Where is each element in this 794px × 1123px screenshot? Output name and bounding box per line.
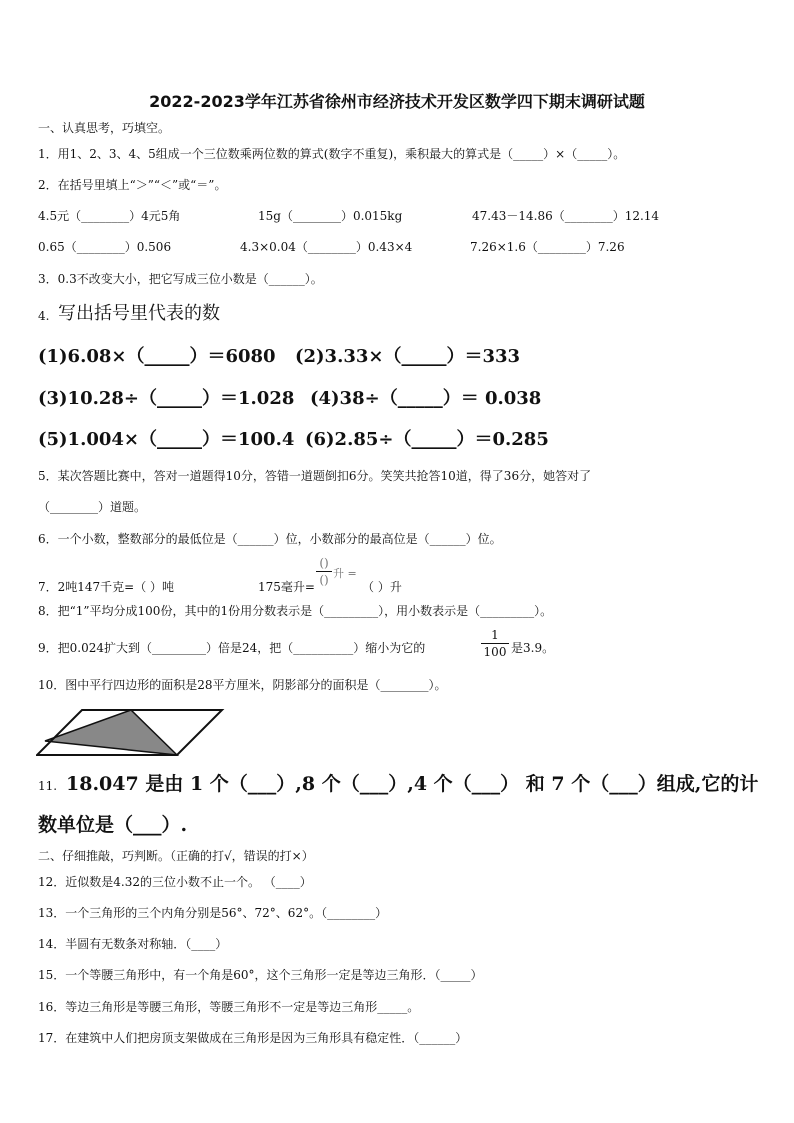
question-7-part-b: 175毫升= <box>258 580 315 594</box>
question-9-fraction <box>481 628 509 659</box>
question-2-item: 15g（________）0.015kg <box>258 209 403 223</box>
question-8: 8．把“1”平均分成100份，其中的1份用分数表示是（_________），用小数表示是（_________）。 <box>38 604 553 618</box>
question-4-item: (1)6.08×（_____）＝6080 <box>38 346 276 367</box>
question-4-number: 4. <box>38 309 50 323</box>
question-10: 10．图中平行四边形的面积是28平方厘米，阴影部分的面积是（________）。 <box>38 678 447 692</box>
question-13: 13．一个三角形的三个内角分别是56°、72°、62°。（________） <box>38 906 388 920</box>
question-9-part-b: 是3.9。 <box>511 641 555 655</box>
section-2-heading: 二、仔细推敲，巧判断。（正确的打√，错误的打×） <box>38 849 314 863</box>
fraction-bar <box>481 643 509 644</box>
question-2-item: 0.65（________）0.506 <box>38 240 172 254</box>
section-1-heading: 一、认真思考，巧填空。 <box>38 121 171 135</box>
parallelogram-figure <box>36 705 226 757</box>
question-4-item: (4)38÷（_____）＝ 0.038 <box>310 388 542 409</box>
question-4-item: (5)1.004×（_____）＝100.4 <box>38 429 295 450</box>
question-11-line-2: 数单位是（___）. <box>38 814 188 836</box>
question-1: 1．用1、2、3、4、5组成一个三位数乘两位数的算式(数字不重复)，乘积最大的算式是（_____）×（_____）。 <box>38 147 626 161</box>
question-11-line-1: 18.047 是由 1 个（___）,8 个（___）,4 个（___） 和 7 个（___）组成,它的计 <box>66 773 759 795</box>
question-2-item: 7.26×1.6（________）7.26 <box>470 240 625 254</box>
question-7-part-a: 7．2吨147千克=（ ）吨 <box>38 580 175 594</box>
question-15: 15．一个等腰三角形中，有一个角是60°，这个三角形一定是等边三角形．（_____） <box>38 968 483 982</box>
question-4-item: (3)10.28÷（_____）＝1.028 <box>38 388 295 409</box>
fraction-bar <box>316 571 332 572</box>
question-9-part-a: 9．把0.024扩大到（_________）倍是24，把（__________）缩小为它的 <box>38 641 426 655</box>
question-4-item: (6)2.85÷（_____）＝0.285 <box>305 429 549 450</box>
fraction-denominator: 100 <box>483 645 507 659</box>
question-2: 2．在括号里填上“＞”“＜”或“＝”。 <box>38 178 227 192</box>
question-16: 16．等边三角形是等腰三角形，等腰三角形不一定是等边三角形_____。 <box>38 1000 420 1014</box>
question-12: 12．近似数是4.32的三位小数不止一个。 （____） <box>38 875 312 889</box>
question-14: 14．半圆有无数条对称轴．（____） <box>38 937 228 951</box>
fraction-numerator: 1 <box>491 628 499 642</box>
question-11-number: 11. <box>38 779 58 793</box>
question-4-item: (2)3.33×（_____）＝333 <box>295 346 521 367</box>
fraction-denominator: () <box>319 573 329 587</box>
question-2-item: 4.5元（________）4元5角 <box>38 209 181 223</box>
question-2-item: 4.3×0.04（________）0.43×4 <box>240 240 413 254</box>
question-3: 3．0.3不改变大小，把它写成三位小数是（______）。 <box>38 272 323 286</box>
question-4-title: 写出括号里代表的数 <box>58 303 220 324</box>
question-5-line-1: 5．某次答题比赛中，答对一道题得10分，答错一道题倒扣6分。笑笑共抢答10道，得了36分，她答对了 <box>38 469 592 483</box>
question-6: 6．一个小数，整数部分的最低位是（______）位，小数部分的最高位是（______）位。 <box>38 532 502 546</box>
fraction-numerator: () <box>319 556 329 570</box>
question-7-fraction <box>316 556 332 587</box>
question-5-line-2: （________）道题。 <box>38 500 147 514</box>
question-17: 17．在建筑中人们把房顶支架做成在三角形是因为三角形具有稳定性．（______） <box>38 1031 468 1045</box>
question-2-item: 47.43－14.86（________）12.14 <box>472 209 660 223</box>
question-7-part-c: （ ）升 <box>362 580 402 594</box>
page-title: 2022-2023学年江苏省徐州市经济技术开发区数学四下期末调研试题 <box>149 92 645 111</box>
question-7-fraction-unit: 升 = <box>333 567 357 580</box>
